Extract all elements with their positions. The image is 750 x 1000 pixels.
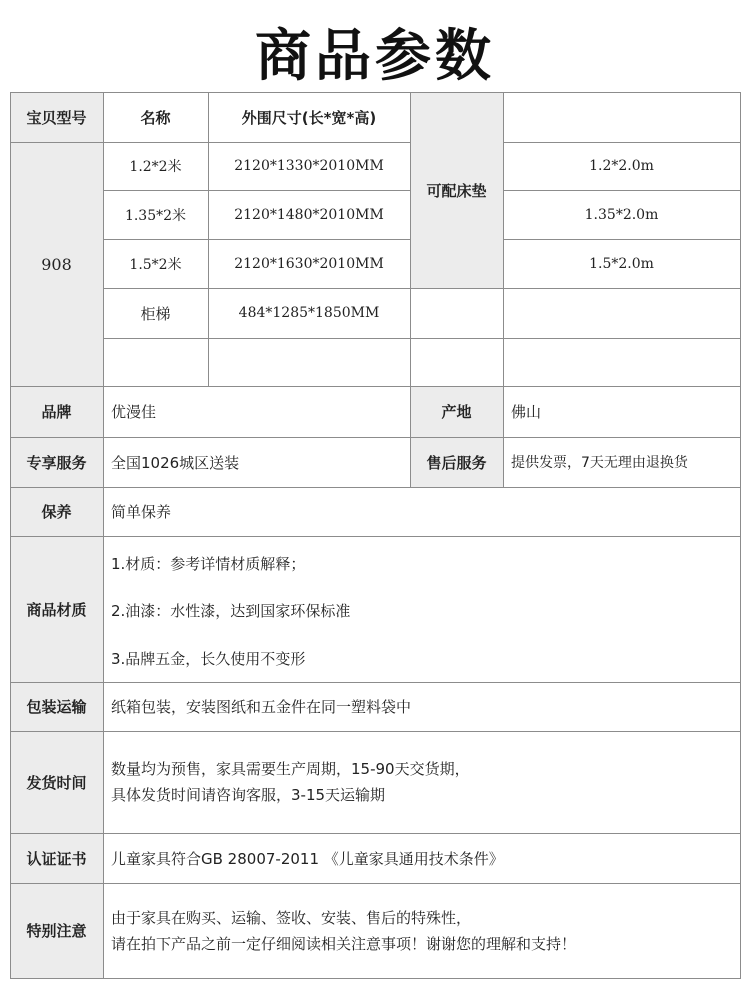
- grid-line: [208, 92, 209, 386]
- notice-label: 特别注意: [26, 922, 87, 940]
- after-sales-label-cell: [410, 437, 503, 487]
- notice-label-cell: [10, 883, 103, 978]
- grid-line: [103, 239, 410, 240]
- grid-line: [410, 386, 411, 487]
- certification-label-cell: [10, 833, 103, 883]
- material-label-cell: [10, 536, 103, 682]
- shipping-label: 发货时间: [26, 773, 87, 792]
- row-size-text: 2120*1630*2010MM: [234, 255, 384, 272]
- grid-line: [10, 92, 740, 93]
- material-label: 商品材质: [26, 600, 87, 619]
- material-line-text: 1.材质：参考详情材质解释；: [111, 554, 306, 573]
- grid-line: [10, 142, 410, 143]
- origin-value-text: 佛山: [511, 403, 542, 421]
- row-name: [103, 190, 208, 239]
- grid-line: [10, 92, 11, 978]
- size-header-cell: [208, 92, 410, 142]
- grid-line: [10, 731, 740, 732]
- size-header: 外围尺寸(长*宽*高): [241, 108, 377, 127]
- grid-line: [10, 437, 740, 438]
- service-value: [103, 437, 410, 487]
- material-line: [103, 586, 740, 634]
- model-value: [10, 142, 103, 386]
- origin-label: 产地: [441, 403, 472, 421]
- maintenance-label-cell: [10, 487, 103, 536]
- name-header: 名称: [140, 108, 171, 127]
- material-line-text: 3.品牌五金，长久使用不变形: [111, 649, 306, 668]
- row-size-text: 2120*1330*2010MM: [234, 158, 384, 174]
- grid-line: [10, 883, 740, 884]
- shipping-line: 数量均为预售，家具需要生产周期，15-90天交货期，: [111, 760, 470, 778]
- packaging-label-cell: [10, 682, 103, 731]
- grid-line: [10, 682, 740, 683]
- material-line-text: 2.油漆：水性漆，达到国家环保标准: [111, 601, 351, 620]
- grid-line: [103, 288, 740, 289]
- notice-line: 由于家具在购买、运输、签收、安装、售后的特殊性，: [111, 908, 472, 927]
- row-name-text: 1.5*2米: [129, 256, 182, 273]
- shipping-value: [103, 731, 740, 833]
- grid-line: [10, 978, 741, 979]
- grid-line: [503, 142, 740, 143]
- after-sales-label: 售后服务: [426, 453, 487, 472]
- grid-line: [103, 338, 740, 339]
- maintenance-label: 保养: [41, 503, 72, 521]
- mattress-label-text: 可配床垫: [426, 181, 487, 200]
- grid-line: [103, 190, 410, 191]
- row-size: [208, 142, 410, 190]
- notice-line: 请在拍下产品之前一定仔细阅读相关注意事项！谢谢您的理解和支持！: [111, 934, 577, 953]
- row-mattress-text: 1.35*2.0m: [584, 206, 659, 223]
- grid-line: [503, 239, 740, 240]
- grid-line: [10, 487, 740, 488]
- row-size: [208, 239, 410, 288]
- certification-value-text: 儿童家具符合GB 28007-2011 《儿童家具通用技术条件》: [111, 849, 504, 868]
- row-name: [103, 288, 208, 338]
- row-size-text: 484*1285*1850MM: [238, 305, 380, 321]
- material-line: [103, 540, 740, 586]
- after-sales-value-text: 提供发票，7天无理由退换货: [511, 455, 688, 471]
- service-label: 专享服务: [26, 453, 87, 472]
- shipping-label-cell: [10, 731, 103, 833]
- model-label: 宝贝型号: [26, 108, 87, 127]
- model-label-cell: [10, 92, 103, 142]
- shipping-line: 具体发货时间请咨询客服，3-15天运输期: [111, 786, 386, 804]
- brand-label: 品牌: [41, 403, 72, 421]
- row-name-text: 柜梯: [140, 304, 171, 323]
- service-label-cell: [10, 437, 103, 487]
- name-header-cell: [103, 92, 208, 142]
- row-name-text: 1.2*2米: [129, 159, 182, 175]
- row-name: [103, 142, 208, 190]
- origin-label-cell: [410, 386, 503, 437]
- after-sales-value: [503, 437, 740, 487]
- row-mattress: [503, 142, 740, 190]
- page-title: 商品参数: [255, 24, 495, 89]
- row-mattress-text: 1.2*2.0m: [589, 158, 654, 174]
- grid-line: [503, 190, 740, 191]
- brand-value: [103, 386, 410, 437]
- brand-label-cell: [10, 386, 103, 437]
- service-value-text: 全国1026城区送装: [111, 453, 240, 472]
- grid-line: [503, 386, 504, 487]
- material-line: [103, 634, 740, 682]
- row-mattress-text: 1.5*2.0m: [589, 255, 654, 272]
- packaging-value: [103, 682, 740, 731]
- row-name: [103, 239, 208, 288]
- grid-line: [10, 536, 740, 537]
- certification-label: 认证证书: [26, 849, 87, 868]
- mattress-label: [410, 92, 503, 288]
- row-size: [208, 190, 410, 239]
- row-name-text: 1.35*2米: [124, 207, 187, 224]
- packaging-label: 包装运输: [26, 698, 87, 716]
- grid-line: [10, 833, 740, 834]
- grid-line: [740, 92, 741, 978]
- packaging-value-text: 纸箱包装，安装图纸和五金件在同一塑料袋中: [111, 698, 412, 716]
- grid-line: [503, 92, 504, 386]
- row-mattress: [503, 239, 740, 288]
- brand-value-text: 优漫佳: [111, 403, 157, 421]
- grid-line: [410, 92, 411, 386]
- grid-line: [10, 386, 740, 387]
- maintenance-value-text: 简单保养: [111, 503, 172, 521]
- row-size: [208, 288, 410, 338]
- row-size-text: 2120*1480*2010MM: [234, 206, 384, 223]
- row-mattress: [503, 190, 740, 239]
- maintenance-value: [103, 487, 740, 536]
- notice-value: [103, 883, 740, 978]
- origin-value: [503, 386, 740, 437]
- grid-line: [103, 92, 104, 978]
- model-number: 908: [41, 254, 72, 274]
- certification-value: [103, 833, 740, 883]
